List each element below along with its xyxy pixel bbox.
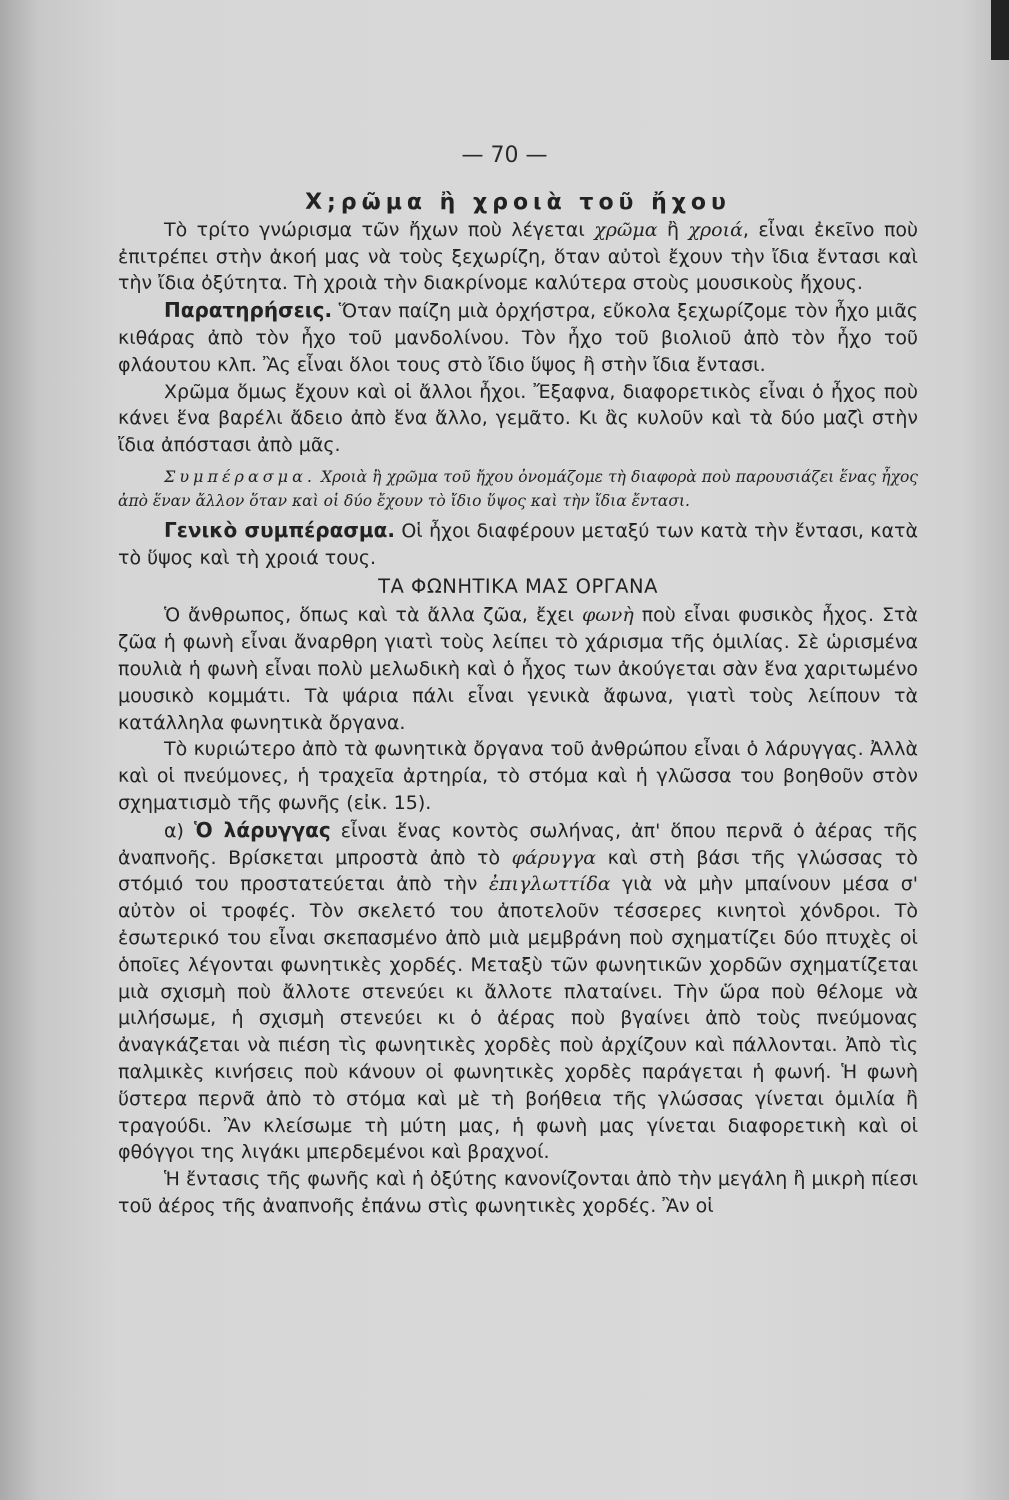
page-body	[118, 190, 918, 1220]
book-spine-edge	[991, 0, 1009, 60]
larynx-lead: Ὁ λάρυγγας	[194, 817, 331, 842]
paragraph-other-sounds: Χρῶμα ὅμως ἔχουν καὶ οἱ ἄλλοι ἦχοι. Ἔξαφνα, διαφορετικὸς εἶναι ὁ ἦχος ποὺ κάνει ἕνα βαρέλι ἄδειο ἀπὸ ἕνα ἄλλο, γεμᾶτο. Κι ἂς κυλοῦν καὶ τὰ δύο μαζὶ στὴν ἴδια ἀπόστασι ἀπὸ μᾶς.	[118, 380, 918, 457]
paragraph-voice: Ὁ ἄνθρωπος, ὅπως καὶ τὰ ἄλλα ζῶα, ἔχει φωνὴ ποὺ εἶναι φυσικὸς ἦχος. Στὰ ζῶα ἡ φωνὴ εἶναι ἄναρθρη γιατὶ τοὺς λείπει τὸ χάρισμα τῆς ὁμιλίας. Σὲ ὡρισμένα πουλιὰ ἡ φωνὴ εἶναι πολὺ μελωδικὴ καὶ ὁ ἦχος των ἀκούγεται σὰν ἕνα χαριτωμένο μουσικὸ κομμάτι. Τὰ ψάρια πάλι εἶναι γενικὰ ἄφωνα, γιατὶ τοὺς λείπουν τὰ κατάλληλα φωνητικὰ ὄργανα.	[118, 604, 919, 734]
term-chroma: χρῶμα	[594, 218, 658, 241]
term-voice: φωνὴ	[581, 604, 634, 627]
page-number: — 70 —	[461, 143, 548, 168]
term-chroia: χροιά	[688, 218, 743, 241]
general-conclusion-lead: Γενικὸ συμπέρασμα.	[164, 517, 395, 542]
paragraph-vocal-organs: Τὸ κυριώτερο ἀπὸ τὰ φωνητικὰ ὄργανα τοῦ ἀνθρώπου εἶναι ὁ λάρυγγας. Ἀλλὰ καὶ οἱ πνεύμονες, ἡ τραχεῖα ἀρτηρία, τὸ στόμα καὶ ἡ γλῶσσα του βοηθοῦν στὸν σχηματισμὸ τῆς φωνῆς (εἰκ. 15).	[118, 738, 918, 814]
paragraph-timbre-definition: Τὸ τρίτο γνώρισμα τῶν ἤχων ποὺ λέγεται χρῶμα ἢ χροιά, εἶναι ἐκεῖνο ποὺ ἐπιτρέπει στὴν ἀκοή μας νὰ τοὺς ξεχωρίζη, ὅταν αὐτοὶ ἔχουν τὴν ἴδια ἔντασι καὶ τὴν ἴδια ὀξύτητα. Τὴ χροιὰ τὴν διακρίνομε καλύτερα στοὺς μουσικοὺς ἤχους.	[118, 218, 918, 295]
term-pharynx: φάρυγγα	[511, 846, 597, 869]
paragraph-general-conclusion: Γενικὸ συμπέρασμα. Οἱ ἦχοι διαφέρουν μεταξύ των κατὰ τὴν ἔντασι, κατὰ τὸ ὕψος καὶ τὴ χροιά τους.	[118, 517, 918, 569]
paragraph-conclusion: Συμπέρασμα. Χροιὰ ἢ χρῶμα τοῦ ἤχου ὀνομάζομε τὴ διαφορὰ ποὺ παρουσιάζει ἕνας ἦχος ἀπὸ ἕναν ἄλλον ὅταν καὶ οἱ δύο ἔχουν τὸ ἴδιο ὕψος καὶ τὴν ἴδια ἔντασι.	[118, 466, 918, 510]
paragraph-intensity: Ἡ ἔντασις τῆς φωνῆς καὶ ἡ ὀξύτης κανονίζονται ἀπὸ τὴν μεγάλη ἢ μικρὴ πίεσι τοῦ ἀέρος τῆς ἀναπνοῆς ἐπάνω στὶς φωνητικὲς χορδές. Ἂν οἱ	[118, 1168, 918, 1217]
section-title: Χ;ρῶμα ἢ χροιὰ τοῦ ἤχου	[305, 190, 731, 215]
observations-lead: Παρατηρήσεις.	[164, 298, 333, 323]
paragraph-observations: Παρατηρήσεις. Ὅταν παίζη μιὰ ὀρχήστρα, εὔκολα ξεχωρίζομε τὸν ἦχο μιᾶς κιθάρας ἀπὸ τὸν ἦχο τοῦ μανδολίνου. Τὸν ἦχο τοῦ βιολιοῦ ἀπὸ τὸν ἦχο τοῦ φλάουτου κλπ. Ἂς εἶναι ὅλοι τους στὸ ἴδιο ὕψος ἢ στὴν ἴδια ἔντασι.	[118, 298, 918, 376]
paragraph-larynx: α) Ὁ λάρυγγας εἶναι ἕνας κοντὸς σωλήνας, ἀπ' ὅπου περνᾶ ὁ ἀέρας τῆς ἀναπνοῆς. Βρίσκεται μπροστὰ ἀπὸ τὸ φάρυγγα καὶ στὴ βάσι τῆς γλώσσας τὸ στόμιό του προστατεύεται ἀπὸ τὴν ἐπιγλωττίδα γιὰ νὰ μὴν μπαίνουν μέσα σ' αὐτὸν οἱ τροφές. Τὸν σκελετό του ἀποτελοῦν τέσσερες κινητοὶ χόνδροι. Τὸ ἐσωτερικό του εἶναι σκεπασμένο ἀπὸ μιὰ μεμβράνη ποὺ σχηματίζει δύο πτυχὲς οἱ ὁποῖες λέγονται φωνητικὲς χορδές. Μεταξὺ τῶν φωνητικῶν χορδῶν σχηματίζεται μιὰ σχισμὴ ποὺ ἄλλοτε στενεύει κι ἄλλοτε πλαταίνει. Τὴν ὥρα ποὺ θέλομε νὰ μιλήσωμε, ἡ σχισμὴ στενεύει κι ὁ ἀέρας ποὺ βγαίνει ἀπὸ τοὺς πνεύμονας ἀναγκάζεται νὰ πιέση τὶς φωνητικὲς χορδὲς ποὺ ἀρχίζουν καὶ πάλλονται. Ἀπὸ τὶς παλμικὲς κινήσεις ποὺ κάνουν οἱ φωνητικὲς χορδὲς παράγεται ἡ φωνή. Ἡ φωνὴ ὕστερα περνᾶ ἀπὸ τὸ στόμα καὶ μὲ τὴ βοήθεια τῆς γλώσσας γίνεται ὁμιλία ἢ τραγούδι. Ἂν κλείσωμε τὴ μύτη μας, ἡ φωνὴ μας γίνεται διαφορετικὴ καὶ οἱ φθόγγοι της λιγάκι μπερδεμένοι καὶ βραχνοί.	[118, 817, 918, 1164]
subsection-heading: ΤΑ ΦΩΝΗΤΙΚΑ ΜΑΣ ΟΡΓΑΝΑ	[378, 574, 658, 598]
term-epiglottis: ἐπιγλωττίδα	[488, 873, 611, 896]
conclusion-lead: Συμπέρασμα.	[164, 466, 316, 486]
